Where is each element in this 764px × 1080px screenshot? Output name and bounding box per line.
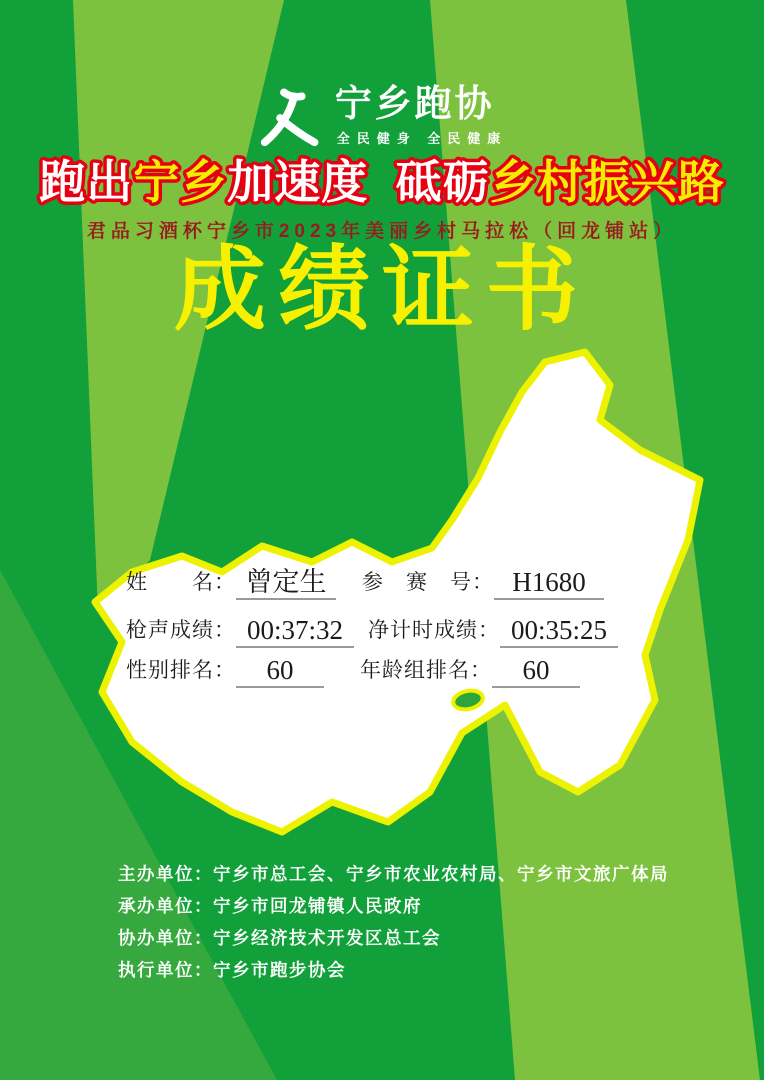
organizer-undertaker-value: 宁乡市回龙铺镇人民政府	[213, 896, 422, 916]
organizer-undertaker-label: 承办单位：	[118, 896, 213, 916]
organizer-coorganizer-label: 协办单位：	[118, 928, 213, 948]
gender-rank-label: 性别排名：	[126, 658, 236, 682]
organizer-host-label: 主办单位：	[118, 864, 213, 884]
age-group-rank-value: 60	[492, 656, 580, 688]
organizer-executor-label: 执行单位：	[118, 960, 213, 980]
name-label: 姓 名：	[126, 570, 236, 594]
event-name: 君品习酒杯宁乡市2023年美丽乡村马拉松（回龙铺站）	[86, 221, 678, 242]
svg-text:跑出宁乡加速度 砥砺乡村振兴路	[39, 156, 725, 208]
organizer-host-value: 宁乡市总工会、宁乡市农业农村局、宁乡市文旅广体局	[213, 864, 669, 884]
certificate-title: 成绩证书	[173, 239, 590, 341]
gun-time-label: 枪声成绩：	[126, 618, 236, 642]
org-name: 宁乡跑协	[334, 83, 495, 124]
bib-value: H1680	[494, 568, 604, 600]
net-time-value: 00:35:25	[500, 616, 618, 648]
net-time-label: 净计时成绩：	[368, 618, 500, 642]
organizer-executor-value: 宁乡市跑步协会	[213, 960, 346, 980]
gender-rank-value: 60	[236, 656, 324, 688]
slogan-part-1: 跑出	[39, 156, 134, 208]
organizers-block	[118, 858, 718, 986]
organizer-host	[118, 858, 718, 890]
slogan-part-5: 乡村振兴路	[489, 156, 725, 208]
slogan-part-3: 加速度	[227, 156, 369, 208]
slogan-headline	[0, 152, 764, 214]
field-row-times	[126, 614, 618, 648]
org-tagline: 全民健身 全民健康	[336, 130, 508, 146]
age-group-rank-label: 年龄组排名：	[360, 658, 492, 682]
gun-time-value: 00:37:32	[236, 616, 354, 648]
name-value: 曾定生	[236, 568, 336, 600]
organizer-executor	[118, 954, 718, 986]
logo	[0, 84, 764, 150]
organizer-coorganizer	[118, 922, 718, 954]
field-row-rankings	[126, 654, 580, 688]
field-row-name-bib	[126, 566, 604, 600]
runner-icon	[257, 86, 321, 150]
organizer-coorganizer-value: 宁乡经济技术开发区总工会	[213, 928, 441, 948]
slogan-part-2: 宁乡	[133, 156, 228, 208]
slogan-part-4: 砥砺	[368, 156, 490, 208]
organizer-undertaker	[118, 890, 718, 922]
bib-label: 参 赛 号：	[362, 570, 494, 594]
